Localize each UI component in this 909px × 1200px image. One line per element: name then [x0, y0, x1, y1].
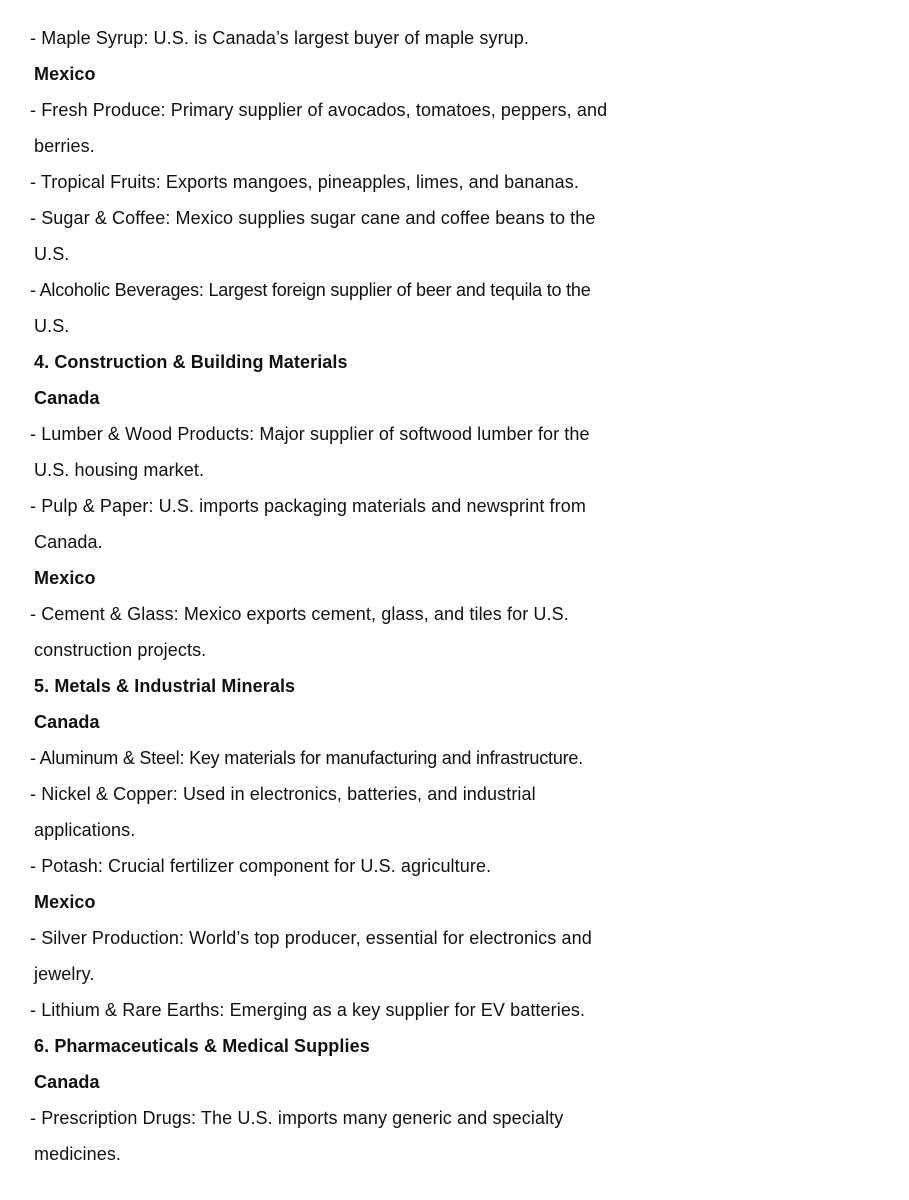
bullet-potash: - Potash: Crucial fertilizer component for U.S. agriculture. [30, 856, 492, 876]
bullet-fresh-produce: - Fresh Produce: Primary supplier of avocados, tomatoes, peppers, and [30, 100, 608, 120]
bullet-nickel-copper: - Nickel & Copper: Used in electronics, batteries, and industrial [30, 784, 536, 804]
bullet-maple-syrup: - Maple Syrup: U.S. is Canada’s largest buyer of maple syrup. [30, 28, 529, 48]
bullet-pulp-paper-cont: Canada. [34, 532, 103, 552]
bullet-lithium-rare-earths: - Lithium & Rare Earths: Emerging as a key supplier for EV batteries. [30, 1000, 586, 1020]
bullet-silver-production: - Silver Production: World’s top producer, essential for electronics and [30, 928, 592, 948]
subheading-canada: Canada [34, 388, 100, 408]
bullet-lumber-wood-cont: U.S. housing market. [34, 460, 205, 480]
document-body [0, 20, 909, 1172]
bullet-fresh-produce-cont: berries. [34, 136, 95, 156]
subheading-canada: Canada [34, 1072, 100, 1092]
subheading-canada: Canada [34, 712, 100, 732]
bullet-aluminum-steel: - Aluminum & Steel: Key materials for manufacturing and infrastructure. [30, 748, 584, 768]
bullet-alcoholic-beverages: - Alcoholic Beverages: Largest foreign supplier of beer and tequila to the [30, 280, 591, 300]
bullet-prescription-drugs: - Prescription Drugs: The U.S. imports many generic and specialty [30, 1108, 564, 1128]
section-heading-pharmaceuticals: 6. Pharmaceuticals & Medical Supplies [34, 1036, 370, 1056]
bullet-alcoholic-beverages-cont: U.S. [34, 316, 70, 336]
subheading-mexico: Mexico [34, 568, 96, 588]
subheading-mexico: Mexico [34, 892, 96, 912]
bullet-lumber-wood: - Lumber & Wood Products: Major supplier of softwood lumber for the [30, 424, 590, 444]
section-heading-construction: 4. Construction & Building Materials [34, 352, 348, 372]
bullet-cement-glass: - Cement & Glass: Mexico exports cement, glass, and tiles for U.S. [30, 604, 569, 624]
bullet-prescription-drugs-cont: medicines. [34, 1144, 122, 1164]
bullet-sugar-coffee-cont: U.S. [34, 244, 70, 264]
bullet-nickel-copper-cont: applications. [34, 820, 136, 840]
bullet-cement-glass-cont: construction projects. [34, 640, 207, 660]
bullet-sugar-coffee: - Sugar & Coffee: Mexico supplies sugar cane and coffee beans to the [30, 208, 596, 228]
bullet-silver-production-cont: jewelry. [34, 964, 95, 984]
section-heading-metals: 5. Metals & Industrial Minerals [34, 676, 296, 696]
bullet-tropical-fruits: - Tropical Fruits: Exports mangoes, pineapples, limes, and bananas. [30, 172, 579, 192]
subheading-mexico: Mexico [34, 64, 96, 84]
bullet-pulp-paper: - Pulp & Paper: U.S. imports packaging materials and newsprint from [30, 496, 586, 516]
